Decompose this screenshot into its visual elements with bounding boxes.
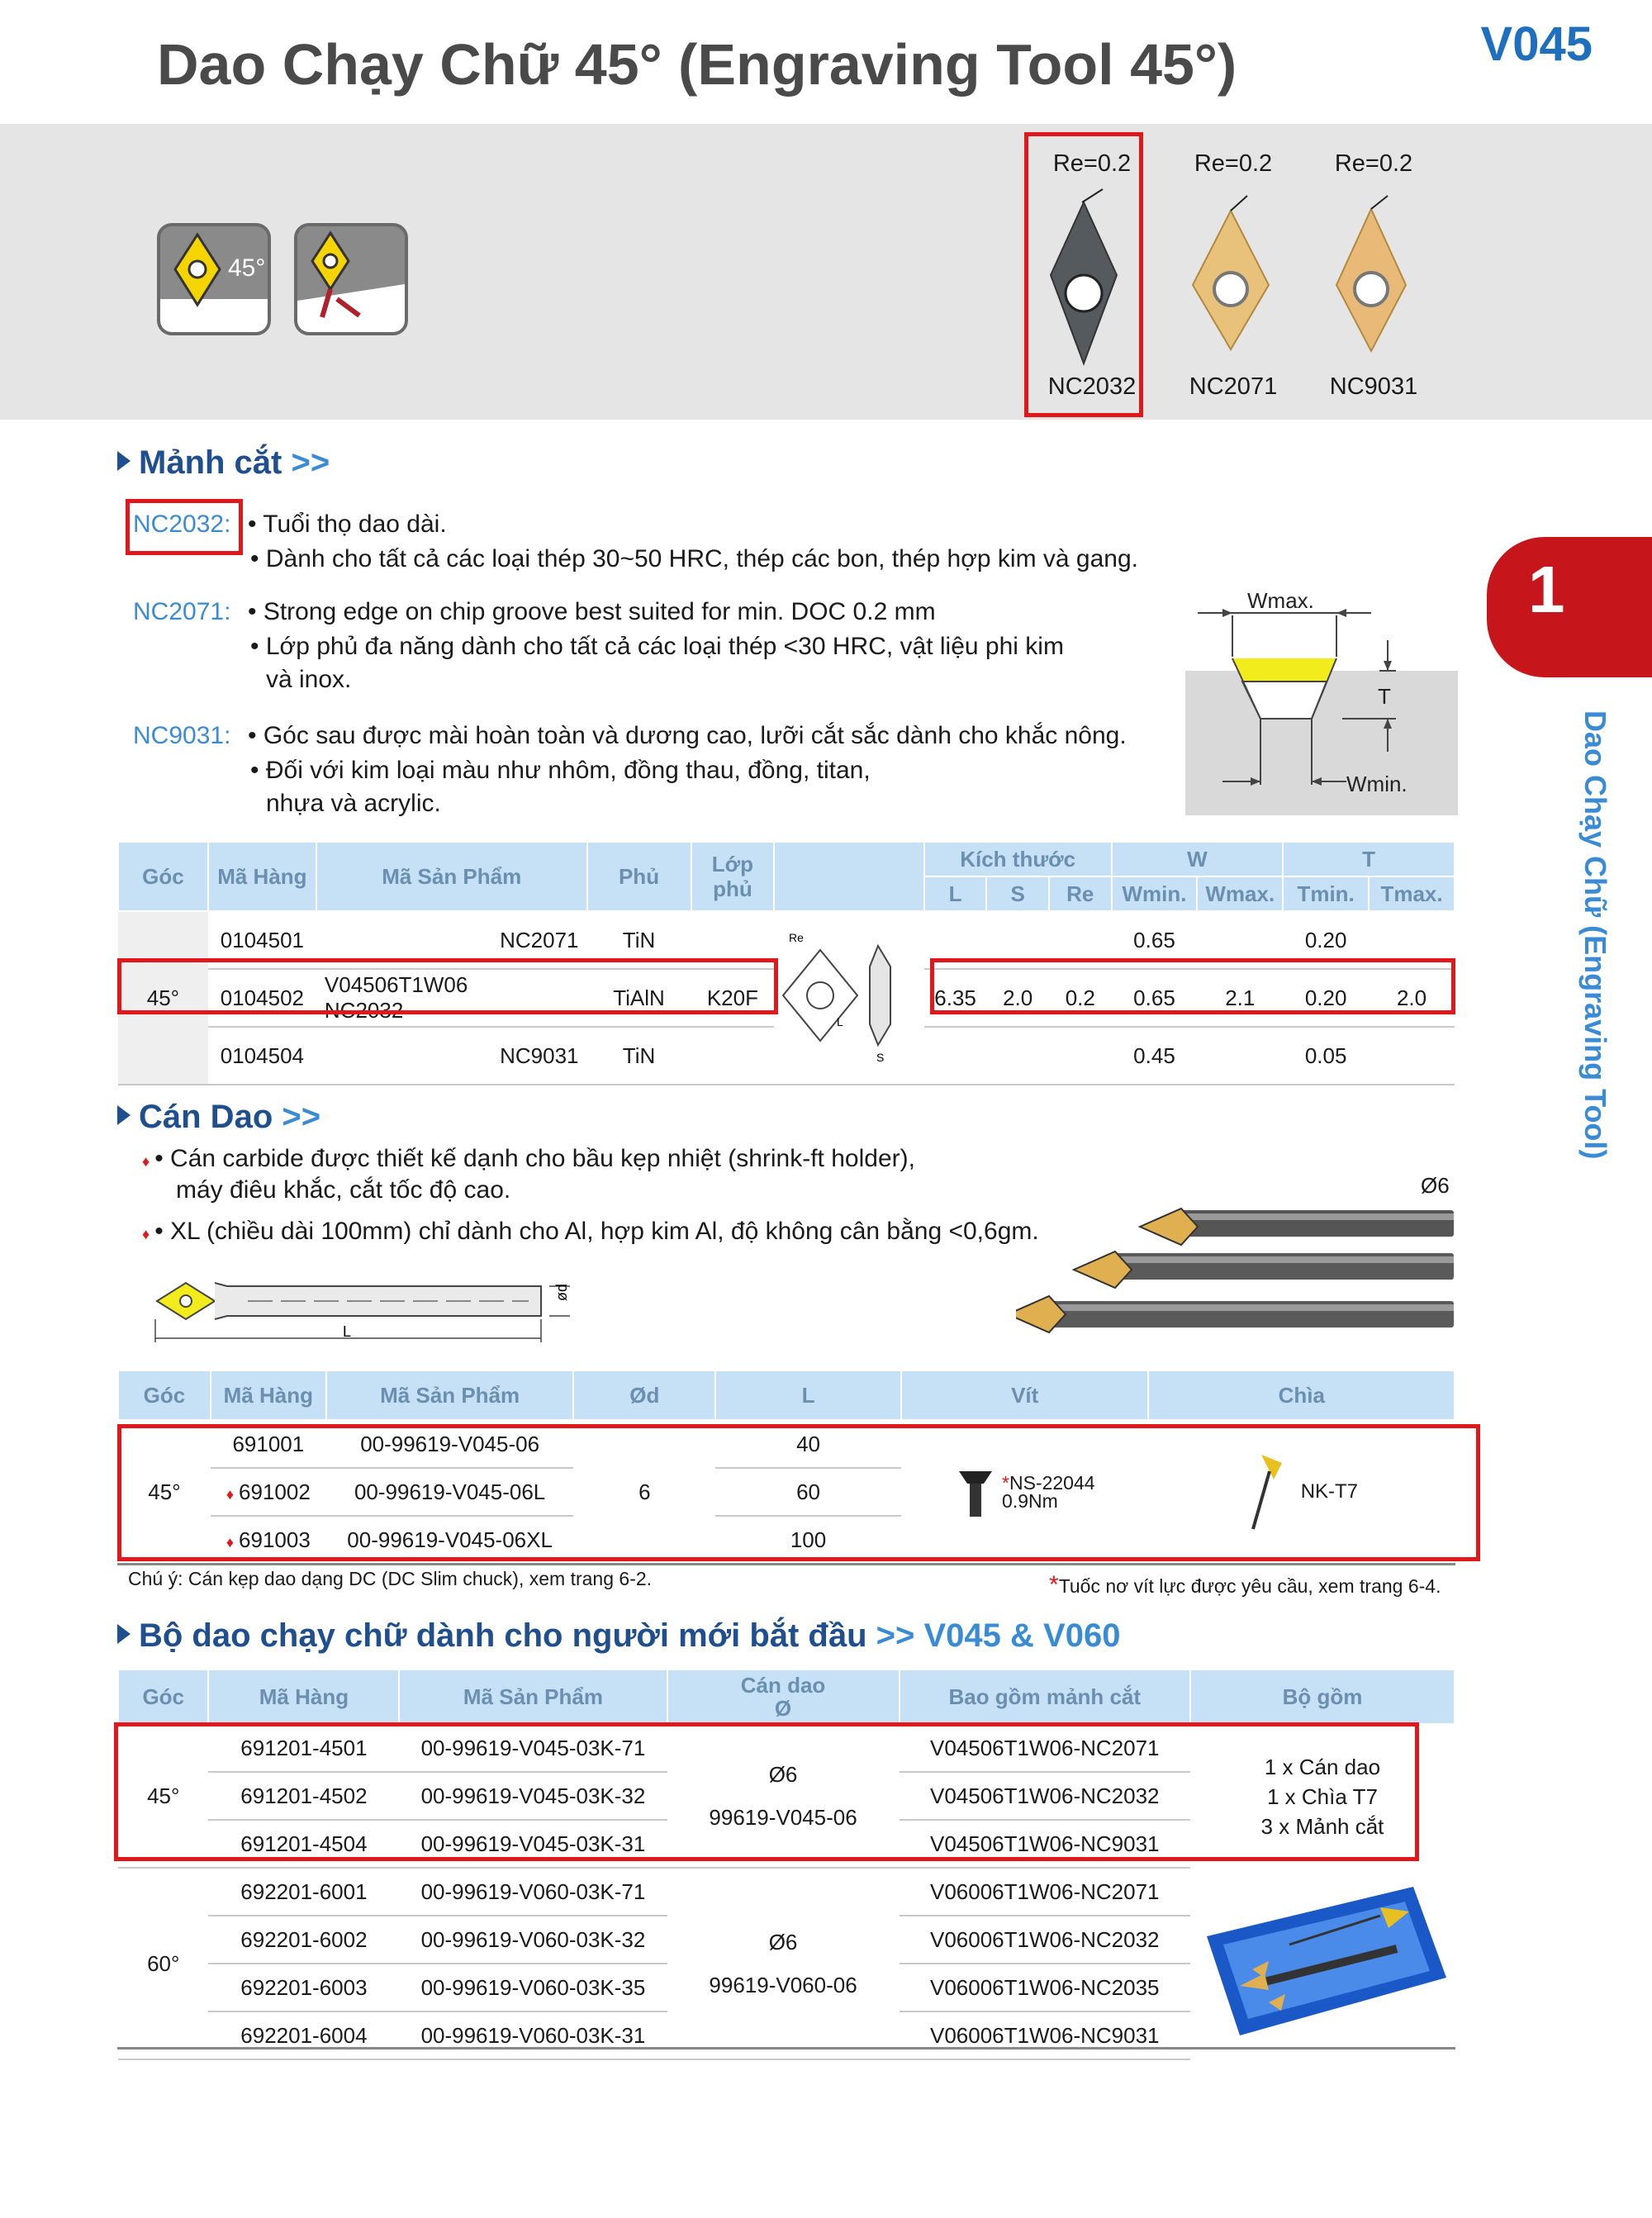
insert-3-re: Re=0.2	[1334, 150, 1413, 177]
table-row: 60° 692201-6001 00-99619-V060-03K-71 Ø6 99619-V060-06 V06006T1W06-NC2071	[118, 1868, 1455, 1916]
col-l: L	[924, 876, 987, 911]
insert-nc2071-image	[1193, 196, 1269, 349]
can-dao-bullet-1b: máy điêu khắc, cắt tốc độ cao.	[176, 1176, 511, 1204]
svg-text:L: L	[837, 1014, 843, 1028]
col-drawing	[774, 842, 923, 911]
table-row: 692201-6004 00-99619-V060-03K-31 V06006T1W06-NC9031	[118, 2011, 1455, 2059]
groove-diagram	[1181, 578, 1462, 818]
shank-table: Góc Mã Hàng Mã Sản Phẩm Ød L Vít Chìa 45° 691001 00-99619-V045-06 6 40 *NS-22044 0.9Nm NK-T7 ♦ 691002 00-99619-V045-06L 60 ♦ 691003 00-99619-V045-06XL 100	[117, 1370, 1455, 1563]
grade-nc2032-line2: • Dành cho tất cả các loại thép 30~50 HRC, thép các bon, thép hợp kim và gang.	[250, 545, 1138, 572]
grade-nc2071-line3: và inox.	[266, 666, 352, 693]
insert-3-name: NC9031	[1329, 373, 1418, 400]
table2-rule	[117, 1563, 1455, 1565]
can-dao-bullet-2: ♦ • XL (chiều dài 100mm) chỉ dành cho Al, hợp kim Al, độ không cân bằng <0,6gm.	[142, 1218, 1039, 1245]
table3-rule	[117, 2047, 1455, 2049]
table-row: 45° 691001 00-99619-V045-06 6 40 *NS-22044 0.9Nm NK-T7	[118, 1420, 1455, 1468]
starter-kit-case-image	[1190, 1878, 1455, 2044]
wmax-label: Wmax.	[1247, 588, 1314, 613]
col-tmax: Tmax.	[1369, 876, 1455, 911]
col-tmin: Tmin.	[1283, 876, 1369, 911]
grade-code-nc2071: NC2071:	[133, 598, 231, 625]
grade-nc9031-line3: nhựa và acrylic.	[266, 790, 441, 817]
insert-1-name: NC2032	[1047, 373, 1137, 400]
note-right: *Tuốc nơ vít lực được yêu cầu, xem trang 6-4.	[1049, 1571, 1441, 1598]
page-code: V045	[1480, 17, 1593, 71]
col-goc: Góc	[118, 842, 208, 911]
col-lop-phu: Lớp phủ	[691, 842, 775, 911]
insert-2-re: Re=0.2	[1194, 150, 1273, 177]
row-highlight-left	[117, 958, 778, 1014]
chapter-tab	[1487, 537, 1652, 677]
chapter-number: 1	[1528, 553, 1565, 626]
phi6-label: Ø6	[1421, 1173, 1450, 1198]
shank-rows-highlight	[117, 1424, 1480, 1561]
page-title: Dao Chạy Chữ 45° (Engraving Tool 45°)	[157, 32, 1237, 97]
table-row: 0104504 NC9031 TiN 0.45 0.05	[118, 1027, 1455, 1085]
goc-cell: 45°	[118, 911, 208, 1085]
svg-text:ød: ød	[553, 1283, 570, 1301]
table-row: ♦ 691003 00-99619-V045-06XL 100	[225, 1527, 827, 1552]
chapter-title: Dao Chạy Chữ (Engraving Tool)	[1578, 710, 1612, 1160]
engraving-work-icon	[294, 223, 408, 335]
shank-photos	[1016, 1194, 1454, 1342]
note-left: Chú ý: Cán kẹp dao dạng DC (DC Slim chuck), xem trang 6-2.	[128, 1568, 653, 1589]
can-dao-bullet-1: ♦ • Cán carbide được thiết kế dạnh cho bầu kẹp nhiệt (shrink-ft holder),	[142, 1145, 915, 1172]
svg-text:Re: Re	[789, 930, 804, 944]
section-can-dao: Cán Dao >>	[117, 1099, 320, 1136]
row-highlight-right	[930, 958, 1455, 1014]
table-row: ♦ 691002 00-99619-V045-06L 60	[118, 1468, 1455, 1516]
grade-code-nc9031: NC9031:	[133, 722, 231, 749]
col-phu: Phủ	[587, 842, 691, 911]
insert-1-re: Re=0.2	[1052, 150, 1132, 177]
insert-images	[1024, 178, 1454, 372]
insert-drawing	[779, 917, 919, 1074]
svg-text:S: S	[876, 1050, 885, 1064]
col-s: S	[986, 876, 1049, 911]
table-row: 45° 0104501 NC2071 TiN Re L S 0.65 0.20	[118, 911, 1455, 969]
insert-drawing-cell	[774, 911, 923, 1085]
starter-kit-highlight	[114, 1722, 1419, 1861]
icon-angle-label: 45°	[228, 254, 266, 282]
svg-text:L: L	[343, 1323, 352, 1340]
section-manh-cat: Mảnh cắt >>	[117, 444, 330, 482]
col-w: W	[1112, 842, 1284, 876]
shank-photo-short	[1140, 1209, 1454, 1245]
col-kich-thuoc: Kích thước	[924, 842, 1112, 876]
grade-code-nc2032: NC2032:	[133, 511, 231, 538]
insert-nc2032-image	[1051, 189, 1117, 363]
wmin-label: Wmin.	[1346, 772, 1408, 796]
col-t: T	[1283, 842, 1455, 876]
table-row: 0104502 V04506T1W06NC2032 TiAlN K20F 6.35 2.0 0.2 0.65 2.1 0.20 2.0	[118, 969, 1455, 1027]
grade-nc2071-line1: • Strong edge on chip groove best suited for min. DOC 0.2 mm	[248, 598, 936, 625]
grade-nc9031-line1: • Góc sau được mài hoàn toàn và dương cao, lưỡi cắt sắc dành cho khắc nông.	[248, 722, 1127, 749]
table-row: 45° 691201-4501 00-99619-V045-03K-71 Ø6 99619-V045-06 V04506T1W06-NC2071 1 x Cán dao 1 x Chìa T7 3 x Mảnh cắt	[118, 1724, 1455, 1772]
shank-photo-long	[1074, 1251, 1454, 1288]
col-re: Re	[1049, 876, 1112, 911]
table-row: 692201-6002 00-99619-V060-03K-32 V06006T1W06-NC2032	[118, 1916, 1455, 1964]
grade-nc9031-line2: • Đối với kim loại màu như nhôm, đồng thau, đồng, titan,	[250, 757, 871, 784]
shank-drawing	[140, 1268, 603, 1351]
insert-nc9031-image	[1336, 196, 1406, 351]
starter-kit-table: Góc Mã Hàng Mã Sản Phẩm Cán dao Ø Bao gồm mảnh cắt Bộ gồm 45° 691201-4501 00-99619-V045-03K-71 Ø6 99619-V045-06 V04506T1W06-NC2071 1 x Cán dao 1 x Chìa T7 3 x Mảnh cắt 691201-4502 00-99619-V045-03K-32 V04506T1W06-NC2032 691201-4504 00-99619-V045-03K-31 V04506T1W06-NC9031 60° 692201-6001 00-99619-V060-03K-71 Ø6 99619-V060-06 V06006T1W06-NC2071 692201-6002 00-99619-V060-03K-32 V06006T1W06-NC2032 692201-6003 00-99619-V060-03K-35 V06006T1W06-NC2035 692201-6004 00-99619-V060-03K-31 V06006T1W06-NC9031	[117, 1669, 1455, 2060]
col-ma-sp: Mã Sản Phẩm	[316, 842, 587, 911]
shank-photo-xl	[1016, 1296, 1454, 1332]
engraving-45-icon	[157, 223, 271, 335]
t-label: T	[1378, 684, 1391, 709]
insert-2-name: NC2071	[1189, 373, 1278, 400]
col-wmin: Wmin.	[1112, 876, 1198, 911]
col-wmax: Wmax.	[1197, 876, 1283, 911]
col-ma-hang: Mã Hàng	[208, 842, 316, 911]
section-bo-dao: Bộ dao chạy chữ dành cho người mới bắt đầu >> V045 & V060	[117, 1617, 1120, 1655]
table-row: 691201-4502 00-99619-V045-03K-32 V04506T1W06-NC2032	[118, 1772, 1455, 1820]
grade-nc2032-line1: • Tuổi thọ dao dài.	[248, 511, 447, 538]
grade-nc2071-line2: • Lớp phủ đa năng dành cho tất cả các loại thép <30 HRC, vật liệu phi kim	[250, 633, 1064, 660]
table-row: 692201-6003 00-99619-V060-03K-35 V06006T1W06-NC2035	[118, 1964, 1455, 2011]
table-row: 691201-4504 00-99619-V045-03K-31 V04506T1W06-NC9031	[118, 1820, 1455, 1868]
